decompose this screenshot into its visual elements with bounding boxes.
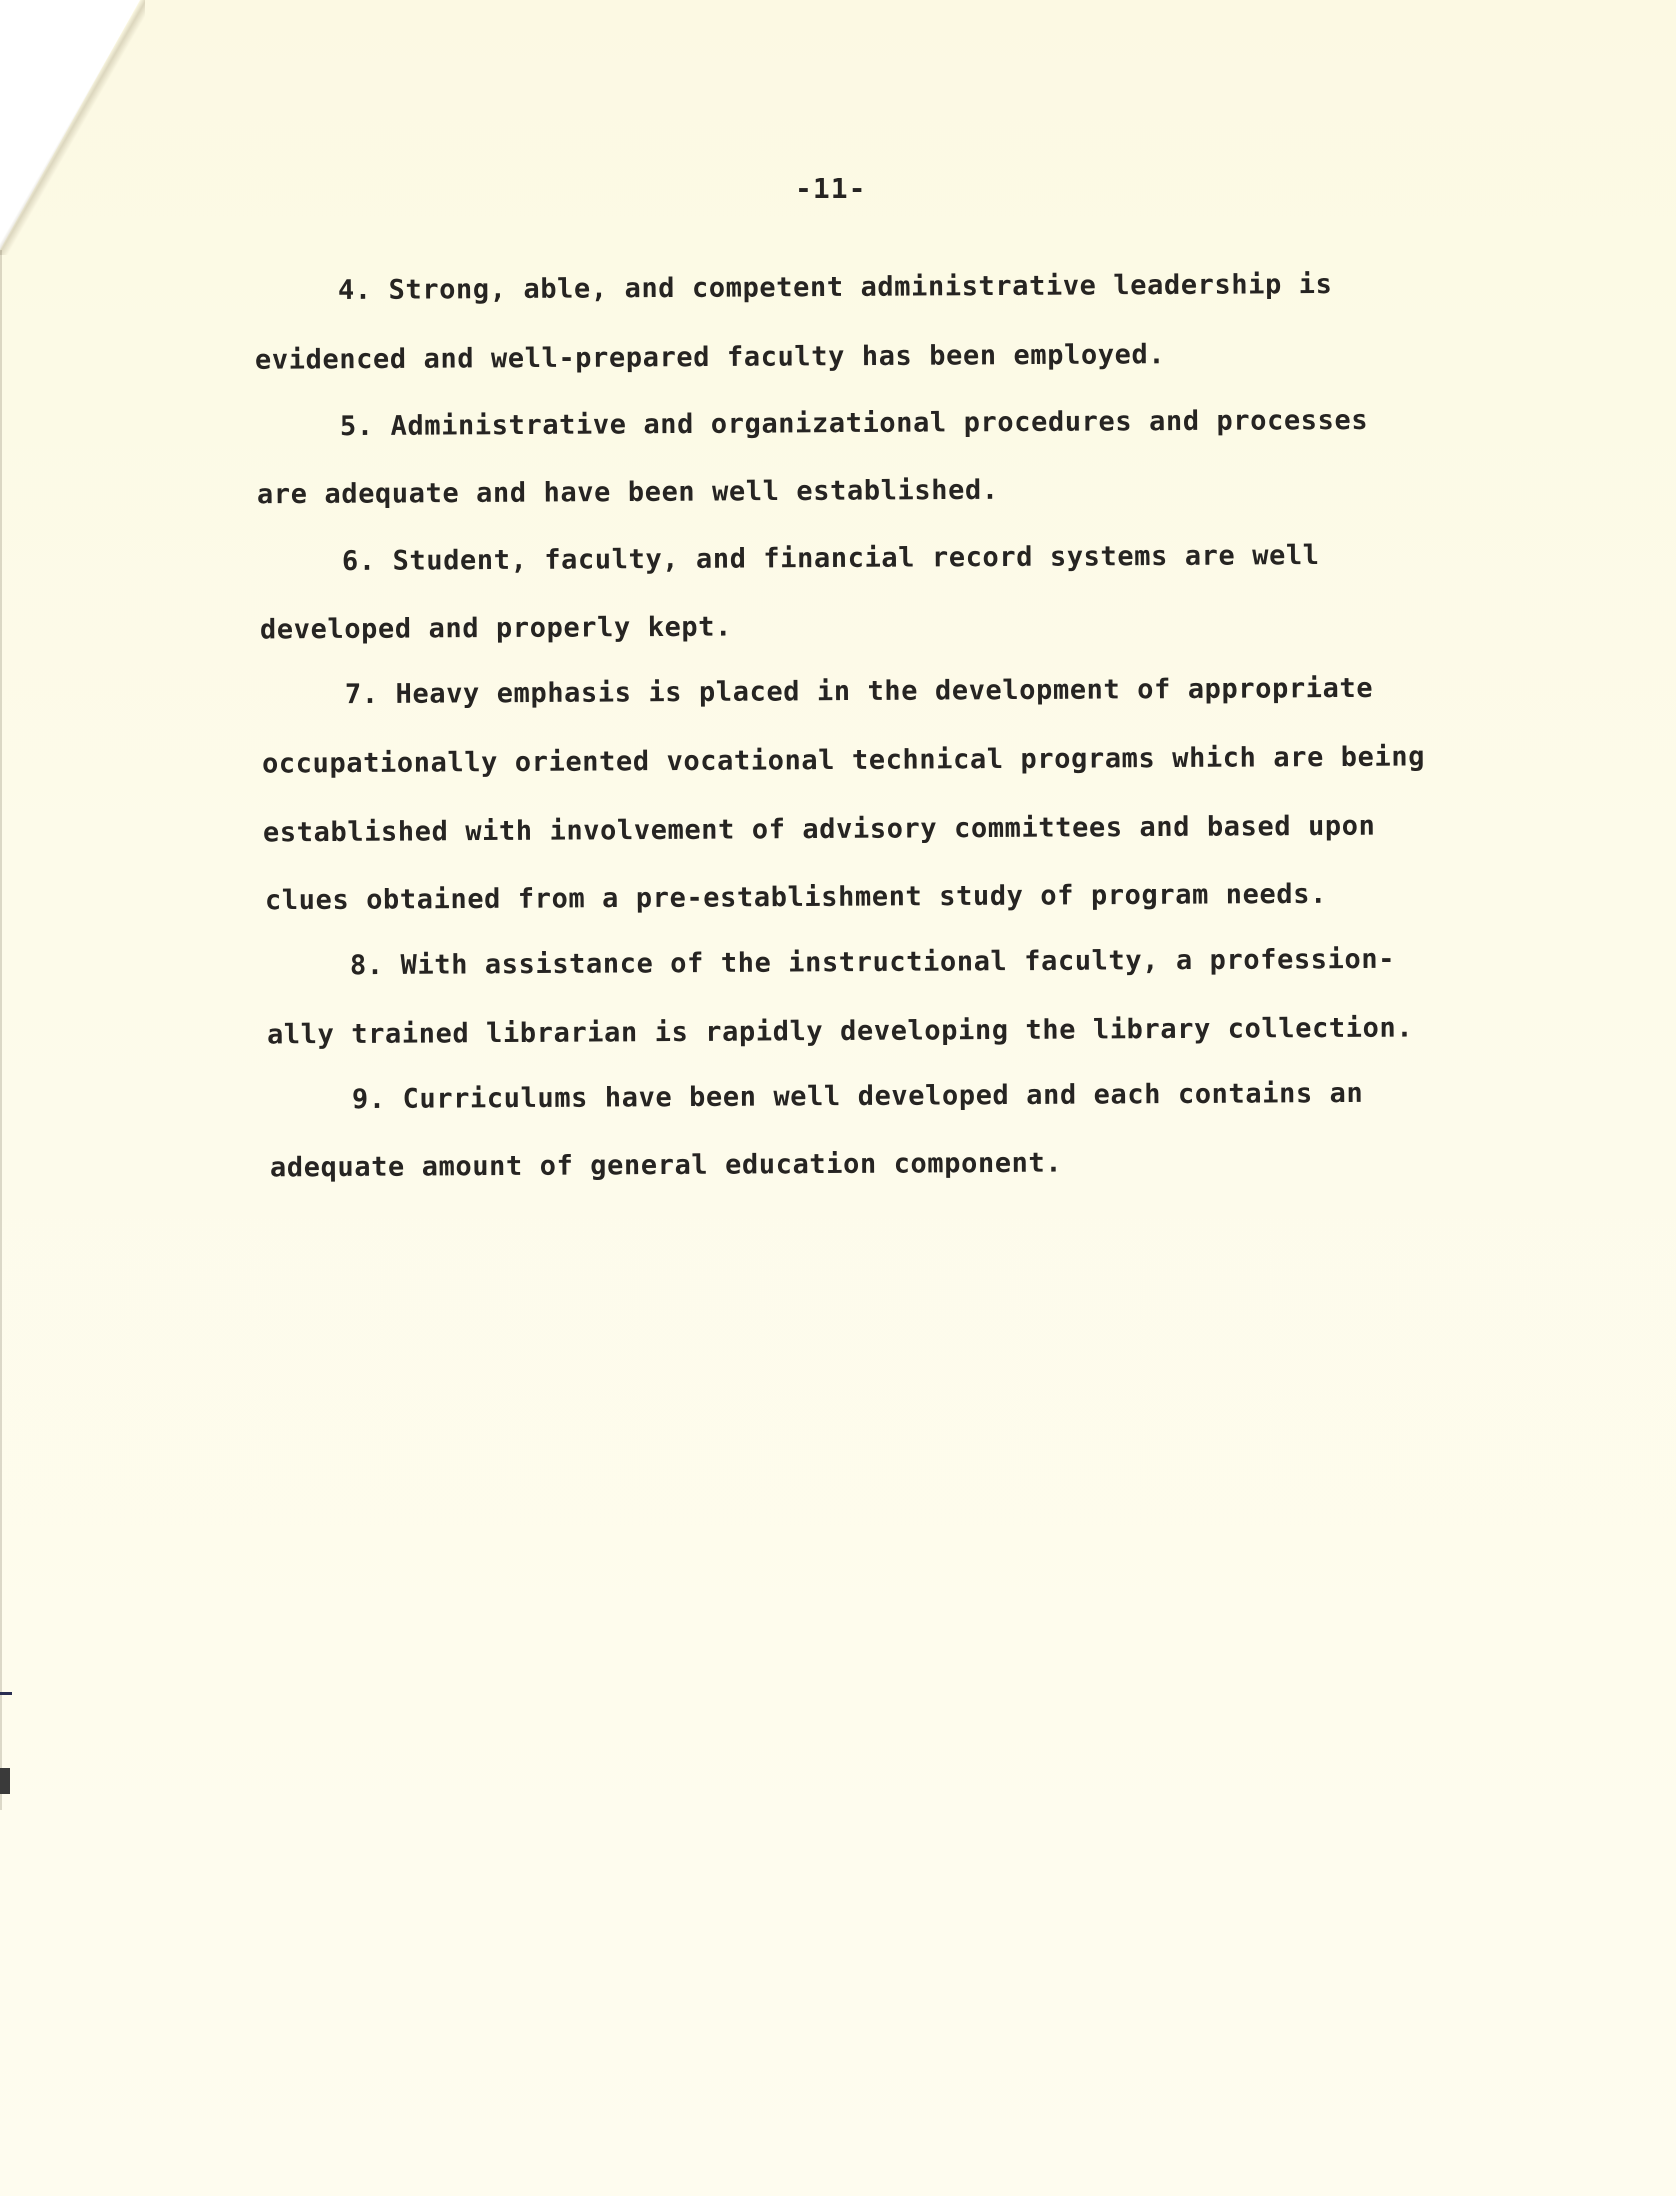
item-6-line-2: developed and properly kept. xyxy=(259,611,733,646)
item-9-line-2: adequate amount of general education component. xyxy=(269,1147,1063,1184)
item-9-line-1: 9. Curriculums have been well developed and each contains an xyxy=(351,1077,1364,1116)
item-5-line-2: are adequate and have been well established. xyxy=(256,474,999,511)
item-7-line-2: occupationally oriented vocational technical programs which are being xyxy=(261,741,1426,780)
scan-edge-mark xyxy=(0,1692,12,1695)
item-8-line-1: 8. With assistance of the instructional faculty, a profession- xyxy=(349,943,1396,982)
item-7-line-4: clues obtained from a pre-establishment study of program needs. xyxy=(264,878,1327,917)
item-7-line-1: 7. Heavy emphasis is placed in the development of appropriate xyxy=(344,672,1374,711)
fold-shadow xyxy=(0,0,145,255)
page-edge xyxy=(0,250,2,1810)
item-4-line-1: 4. Strong, able, and competent administrative leadership is xyxy=(337,268,1333,307)
item-4-line-2: evidenced and well-prepared faculty has been employed. xyxy=(254,339,1166,376)
page-number: -11- xyxy=(795,172,867,205)
item-5-line-1: 5. Administrative and organizational procedures and processes xyxy=(339,404,1369,443)
scan-edge-mark xyxy=(0,1768,10,1794)
item-6-line-1: 6. Student, faculty, and financial record systems are well xyxy=(341,540,1320,577)
item-8-line-2: ally trained librarian is rapidly developing the library collection. xyxy=(266,1012,1414,1051)
item-7-line-3: established with involvement of advisory committees and based upon xyxy=(262,810,1376,849)
